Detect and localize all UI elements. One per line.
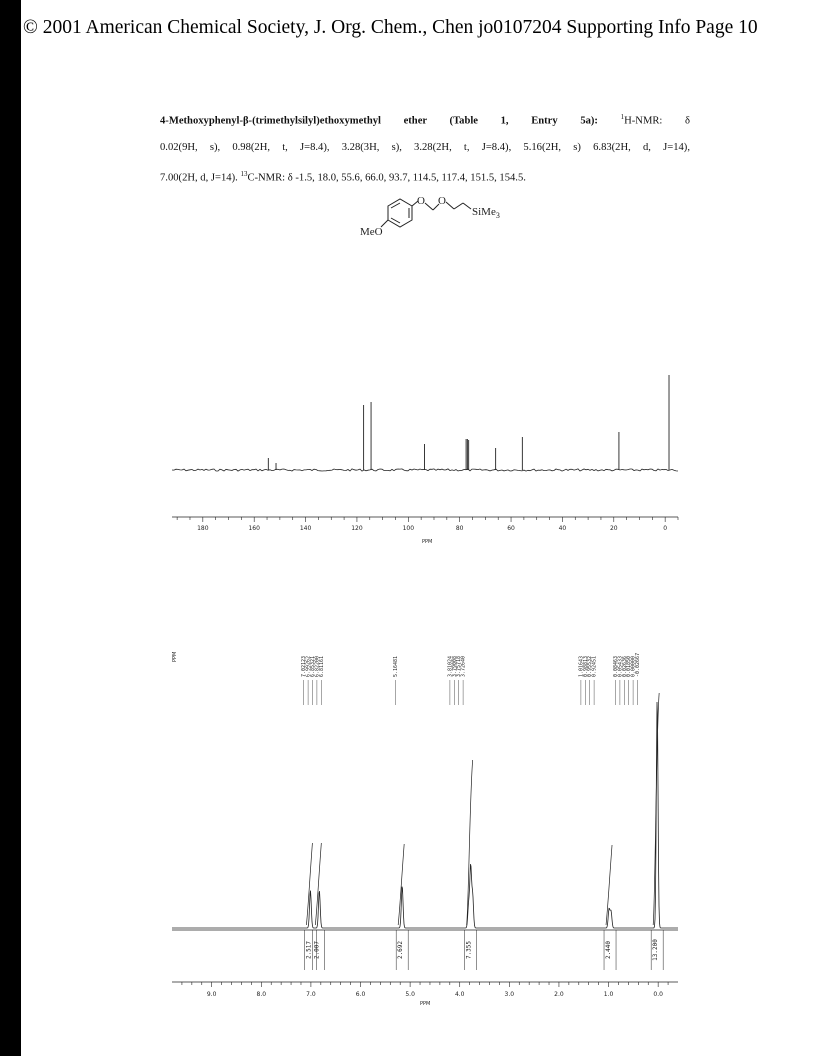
- h1-peak-value: 3.79008: [451, 655, 458, 677]
- c13-tick-label: 120: [351, 525, 363, 532]
- c13-tick-label: 80: [455, 525, 464, 532]
- h1-peak-value: 0.02636: [621, 655, 628, 677]
- h1-peak-value: 6.81161: [318, 655, 325, 677]
- h1-integral-value: 2.440: [605, 940, 613, 960]
- h1-integral-value-group: [604, 930, 616, 970]
- h1-peak-value: 0.01850: [626, 655, 633, 677]
- h1-spectrum-trace: [172, 702, 678, 928]
- c13-tick-label: 140: [299, 525, 312, 532]
- h1-tick-label: 4.0: [454, 991, 465, 998]
- h-nmr-data-end: 7.00(2H, d, J=14).: [160, 172, 238, 184]
- h-nmr-label: H-NMR: δ: [624, 115, 690, 127]
- h1-peak-value: 1.01643: [578, 655, 585, 677]
- h1-integral-curve-3: [467, 760, 473, 925]
- c13-tick-label: 160: [248, 525, 260, 532]
- h1-tick-label: 8.0: [256, 991, 267, 998]
- c13-tick-label: 20: [609, 525, 618, 532]
- h1-integral-value-group: [312, 930, 324, 970]
- h1-peak-value: 5.16481: [393, 655, 399, 677]
- h1-side-label: PPM: [172, 651, 178, 662]
- h1-integral-value: 2.007: [313, 940, 321, 960]
- label-meo: MeO: [360, 226, 383, 238]
- compound-title: 4-Methoxyphenyl-β-(trimethylsilyl)ethoxymethyl ether (Table 1, Entry 5a):: [160, 115, 598, 127]
- h1-axis-label: PPM: [420, 1001, 431, 1007]
- h1-peak-value: 3.72640: [460, 655, 467, 677]
- label-sime3-sub: 3: [495, 211, 500, 220]
- h1-peak-value: 3.75718: [456, 655, 463, 677]
- c13-axis-label: PPM: [422, 539, 433, 545]
- h1-peak-value: 0.95532: [587, 655, 594, 677]
- h1-tick-label: 6.0: [355, 991, 366, 998]
- h1-integral-value: 13.200: [652, 939, 660, 961]
- h1-peak-value: 7.02123: [301, 655, 308, 677]
- h1-peak-value: 6.99262: [305, 655, 312, 677]
- h1-peak-value: 0.00000: [630, 655, 637, 677]
- h1-peak-value: 0.92451: [591, 655, 598, 677]
- h1-peak-value: 0.05433: [617, 655, 624, 677]
- h1-tick-label: 5.0: [405, 991, 415, 998]
- label-o1: O: [417, 195, 425, 207]
- label-sime: SiMe: [472, 206, 496, 218]
- c13-tick-label: 100: [402, 525, 415, 532]
- h1-peak-value: 0.08463: [613, 655, 619, 677]
- h1-tick-label: 7.0: [306, 991, 316, 998]
- h1-integral-value-group: [396, 930, 408, 970]
- h1-peak-value: -0.02667: [635, 652, 641, 677]
- h1-tick-label: 0.0: [653, 991, 663, 998]
- h1-tick-label: 9.0: [206, 991, 217, 998]
- h-nmr-superscript: 1: [620, 113, 625, 121]
- h1-integral-value: 2.692: [397, 940, 405, 960]
- h1-peak-value: 6.82200: [314, 655, 321, 677]
- c13-tick-label: 0: [663, 525, 668, 532]
- h1-peak-value: 0.98813: [582, 655, 589, 677]
- c13-tick-label: 60: [507, 525, 515, 532]
- h-nmr-data-line: 0.02(9H, s), 0.98(2H, t, J=8.4), 3.28(3H, s), 3.28(2H, t, J=8.4), 5.16(2H, s) 6.83(2H, d, J=14),: [160, 141, 690, 153]
- label-o2: O: [438, 195, 446, 207]
- h1-integral-value-group: [651, 930, 663, 970]
- h1-tick-label: 3.0: [504, 991, 515, 998]
- copyright-symbol: ©: [23, 17, 38, 38]
- h1-peak-value: 3.81024: [447, 655, 454, 677]
- h1-tick-label: 2.0: [554, 991, 564, 998]
- h1-integral-value: 7.355: [465, 940, 473, 960]
- h1-integral-value-group: [465, 930, 477, 970]
- c13-tick-label: 180: [197, 525, 209, 532]
- h1-peak-value: 6.85321: [310, 655, 316, 677]
- h1-integral-value: 2.517: [305, 940, 313, 960]
- c-nmr-superscript: 13: [240, 169, 248, 178]
- header-text: 2001 American Chemical Society, J. Org. Chem., Chen jo0107204 Supporting Info Page 10: [42, 17, 758, 38]
- c13-tick-label: 40: [558, 525, 567, 532]
- c-nmr-data: C-NMR: δ -1.5, 18.0, 55.6, 66.0, 93.7, 114.5, 117.4, 151.5, 154.5.: [247, 172, 526, 184]
- h1-tick-label: 1.0: [603, 991, 614, 998]
